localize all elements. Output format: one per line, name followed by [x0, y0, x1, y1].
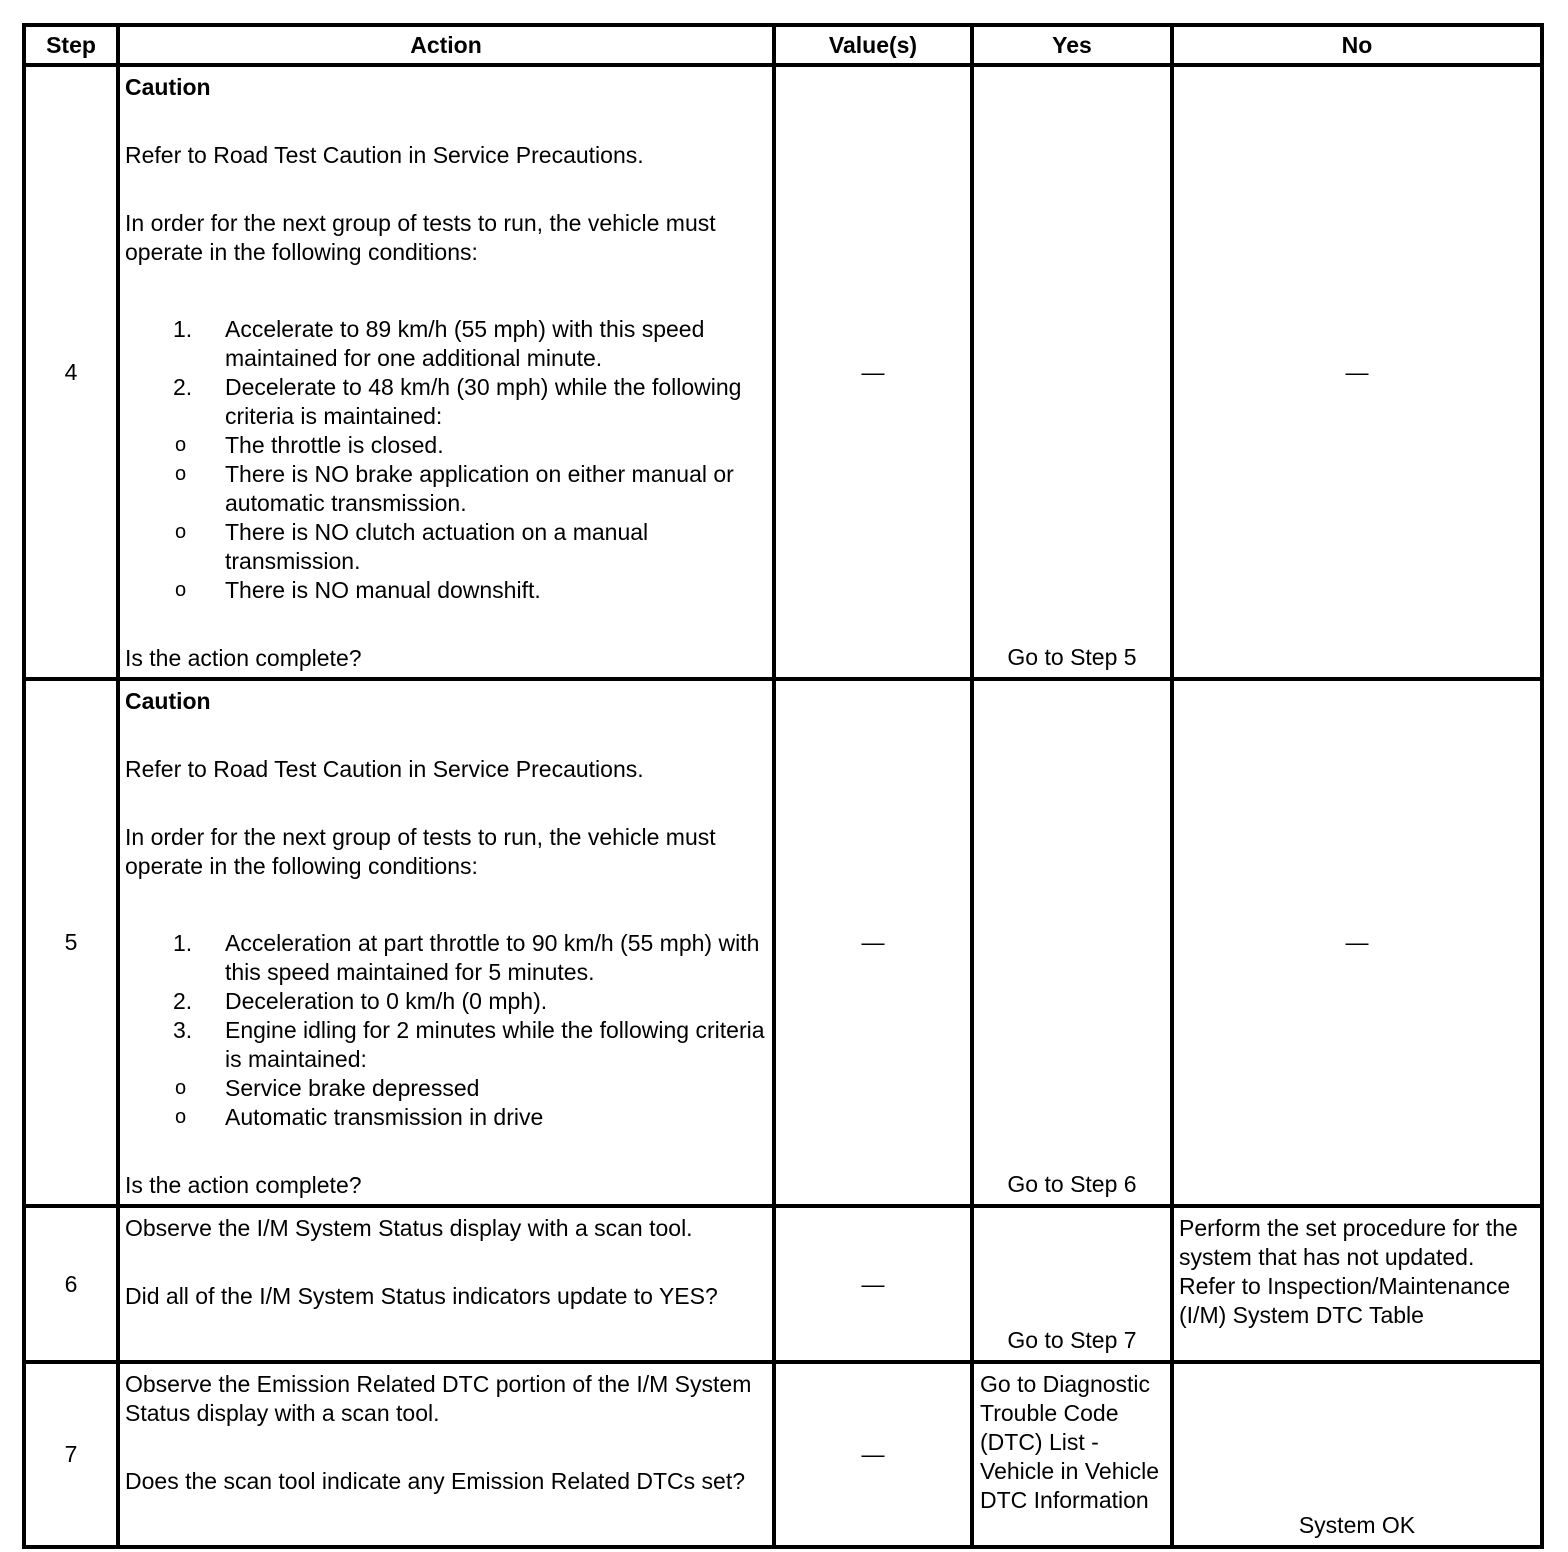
list-item [125, 1074, 768, 1103]
header-step: Step [24, 25, 118, 65]
no-cell: System OK [1172, 1362, 1542, 1547]
item-text: Service brake depressed [225, 1075, 480, 1101]
yes-cell: Go to Step 5 [972, 65, 1172, 679]
action-text: Observe the Emission Related DTC portion of the I/M System Status display with a scan tool. [125, 1371, 752, 1426]
step-number: 5 [24, 679, 118, 1206]
item-number: 1. [173, 316, 193, 342]
item-text: Automatic transmission in drive [225, 1104, 544, 1130]
list-item [125, 1103, 768, 1132]
item-text: Acceleration at part throttle to 90 km/h (55 mph) with this speed maintained for 5 minutes. [225, 930, 760, 985]
action-cell [118, 679, 774, 1206]
item-text: Deceleration to 0 km/h (0 mph). [225, 988, 548, 1014]
action-cell [118, 1206, 774, 1362]
table-row [24, 679, 1542, 1206]
intro-text: In order for the next group of tests to run, the vehicle must operate in the following conditions: [125, 210, 716, 265]
question-text: Is the action complete? [125, 645, 362, 671]
list-item [125, 373, 768, 605]
header-no: No [1172, 25, 1542, 65]
item-text: There is NO brake application on either manual or automatic transmission. [225, 461, 734, 516]
bullet-icon: o [175, 579, 187, 601]
item-text: There is NO clutch actuation on a manual transmission. [225, 519, 649, 574]
item-text: Engine idling for 2 minutes while the following criteria is maintained: o Service brake depressed o Automatic transmission in drive [225, 1016, 768, 1132]
no-cell: — [1172, 65, 1542, 679]
list-item [125, 431, 768, 460]
item-text: Decelerate to 48 km/h (30 mph) while the following criteria is maintained: o The throttle is closed. o There is NO brake application on either manual or automatic transmission. o There is NO clutch actuation on a manual transmission. o There is NO manual downshift. [225, 373, 768, 605]
question-text: Does the scan tool indicate any Emission Related DTCs set? [125, 1468, 746, 1494]
step-number: 4 [24, 65, 118, 679]
caution-text: Refer to Road Test Caution in Service Precautions. [125, 756, 644, 782]
bullet-icon: o [175, 1077, 187, 1099]
yes-cell: Go to Diagnostic Trouble Code (DTC) List - Vehicle in Vehicle DTC Information [972, 1362, 1172, 1547]
caution-heading: Caution [125, 74, 211, 100]
criteria-list [125, 431, 768, 605]
step-number: 6 [24, 1206, 118, 1362]
item-text: Accelerate to 89 km/h (55 mph) with this speed maintained for one additional minute. [225, 316, 705, 371]
list-item [125, 1016, 768, 1132]
no-cell: Perform the set procedure for the system that has not updated. Refer to Inspection/Maintenance (I/M) System DTC Table [1172, 1206, 1542, 1362]
item-number: 3. [173, 1017, 193, 1043]
caution-heading: Caution [125, 688, 211, 714]
step-number: 7 [24, 1362, 118, 1547]
value-cell: — [774, 65, 972, 679]
criteria-list [125, 1074, 768, 1132]
diagnostic-table [22, 23, 1544, 1549]
header-row [24, 25, 1542, 65]
bullet-icon: o [175, 521, 187, 543]
yes-cell: Go to Step 6 [972, 679, 1172, 1206]
condition-list [125, 315, 768, 605]
yes-cell: Go to Step 7 [972, 1206, 1172, 1362]
value-cell: — [774, 1206, 972, 1362]
bullet-icon: o [175, 463, 187, 485]
header-values: Value(s) [774, 25, 972, 65]
table-row [24, 1206, 1542, 1362]
list-item [125, 315, 768, 373]
header-action: Action [118, 25, 774, 65]
question-text: Did all of the I/M System Status indicators update to YES? [125, 1283, 718, 1309]
action-text: Observe the I/M System Status display with a scan tool. [125, 1215, 693, 1241]
caution-text: Refer to Road Test Caution in Service Precautions. [125, 142, 644, 168]
action-cell [118, 65, 774, 679]
list-item [125, 576, 768, 605]
condition-list [125, 929, 768, 1132]
list-item [125, 987, 768, 1016]
question-text: Is the action complete? [125, 1172, 362, 1198]
item-number: 2. [173, 374, 193, 400]
table-row [24, 1362, 1542, 1547]
item-text: The throttle is closed. [225, 432, 444, 458]
value-cell: — [774, 1362, 972, 1547]
item-number: 2. [173, 988, 193, 1014]
header-yes: Yes [972, 25, 1172, 65]
bullet-icon: o [175, 434, 187, 456]
list-item [125, 929, 768, 987]
bullet-icon: o [175, 1106, 187, 1128]
table-row [24, 65, 1542, 679]
value-cell: — [774, 679, 972, 1206]
item-text: There is NO manual downshift. [225, 577, 541, 603]
item-number: 1. [173, 930, 193, 956]
no-cell: — [1172, 679, 1542, 1206]
action-cell [118, 1362, 774, 1547]
intro-text: In order for the next group of tests to run, the vehicle must operate in the following conditions: [125, 824, 716, 879]
list-item [125, 460, 768, 518]
list-item [125, 518, 768, 576]
